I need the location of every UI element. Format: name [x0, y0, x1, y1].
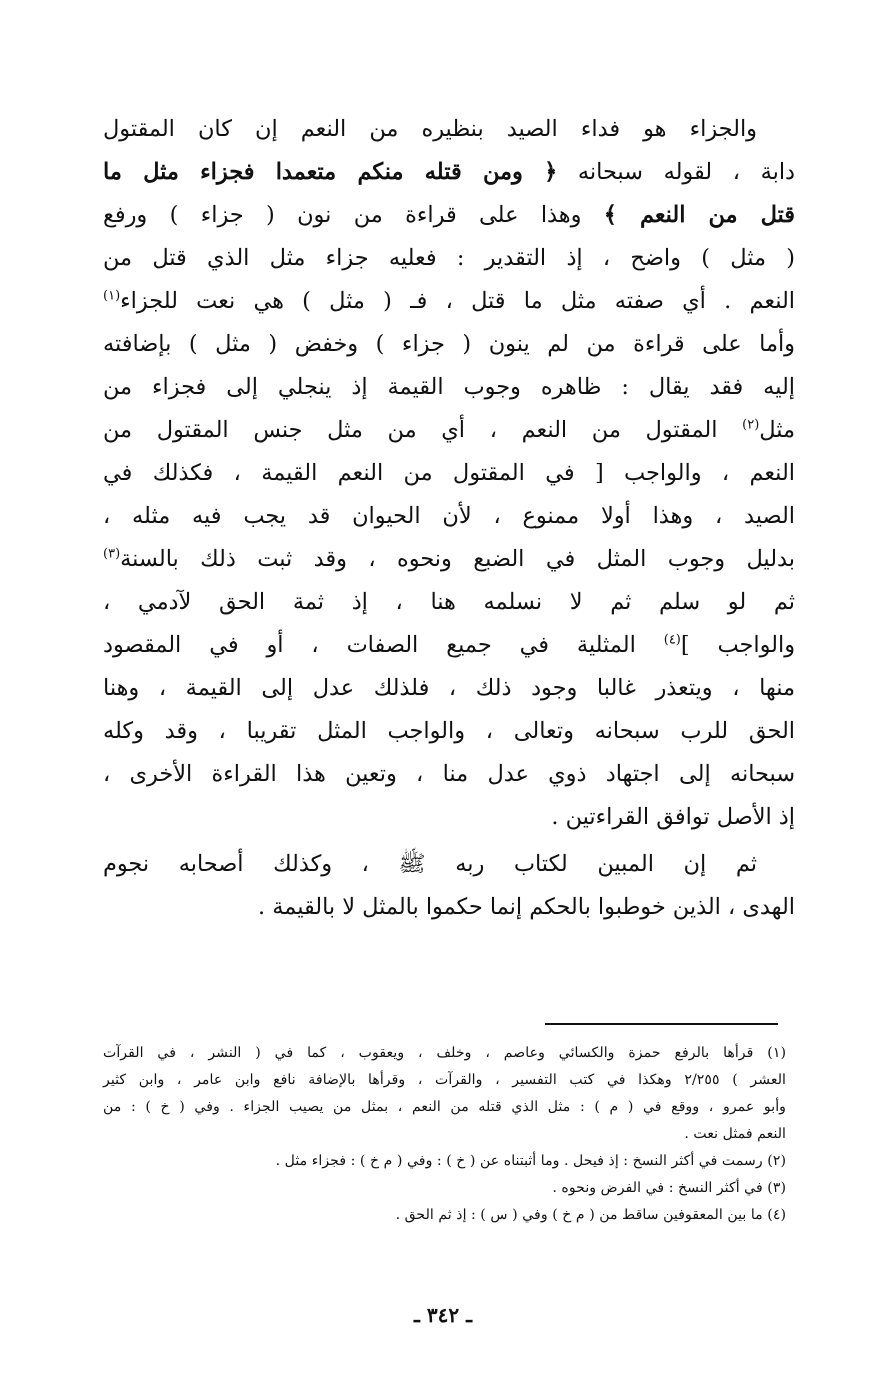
- text-line: والواجب ]$^{(٤)}$ المثلية في جميع الصفات ، أو في المقصود: [103, 632, 796, 658]
- quran-verse: قتل من النعم ﴾: [603, 202, 795, 228]
- footnote-line: النعم فمثل نعت .: [684, 1126, 786, 1142]
- footnote-line: وأبو عمرو ، ووقع في ( م ) : مثل الذي قتله من النعم ، بمثل من يصيب الجزاء . وفي ( خ ) : من: [103, 1099, 786, 1115]
- text-line: إليه فقد يقال : ظاهره وجوب القيمة إذ ينجلي إلى فجزاء من: [103, 374, 795, 400]
- footnote-line: (٣) في أكثر النسخ : في الفرض ونحوه .: [552, 1180, 786, 1196]
- text-line: الصيد ، وهذا أولا ممنوع ، لأن الحيوان قد يجب فيه مثله ،: [103, 503, 795, 529]
- text-line: إذ الأصل توافق القراءتين .: [551, 804, 795, 830]
- footnote-ref: (١): [103, 288, 121, 304]
- footnote-ref: (٣): [103, 546, 121, 562]
- text-line: منها ، ويتعذر غالبا وجود ذلك ، فلذلك عدل إلى القيمة ، وهنا: [103, 675, 795, 701]
- footnote-3: [103, 1175, 786, 1202]
- footnote-ref: (٢): [742, 417, 760, 433]
- page-number: ـ ٣٤٢ ـ: [414, 1303, 472, 1327]
- footnote-line: العشر ) ٢/٢٥٥ وهكذا في كتب التفسير ، والقرآت ، وقرأها بالإضافة نافع وابن عامر ، وابن كثير: [103, 1072, 786, 1088]
- quran-verse: ﴿ ومن قتله منكم متعمدا فجزاء مثل ما: [103, 159, 558, 185]
- main-text: [103, 108, 795, 929]
- text-line: وأما على قراءة من لم ينون ( جزاء ) وخفض ( مثل ) بإضافته: [103, 331, 795, 357]
- text-line: ( مثل ) واضح ، إذ التقدير : فعليه جزاء مثل الذي قتل من: [103, 245, 795, 271]
- footnote-1: [103, 1040, 786, 1148]
- text-line: النعم . أي صفته مثل ما قتل ، فـ ( مثل ) هي نعت للجزاء$^{(١)}$: [103, 288, 795, 314]
- text-line: ثم إن المبين لكتاب ربه ﷺ ، وكذلك أصحابه نجوم: [103, 851, 757, 877]
- footnote-4: [103, 1202, 786, 1229]
- text-line: بدليل وجوب المثل في الضبع ونحوه ، وقد ثبت ذلك بالسنة$^{(٣)}$: [103, 546, 795, 572]
- text-line: دابة ، لقوله سبحانه ﴿ ومن قتله منكم متعمدا فجزاء مثل ما: [103, 159, 796, 185]
- paragraph-1: [103, 108, 795, 839]
- text-line: الهدى ، الذين خوطبوا بالحكم إنما حكموا بالمثل لا بالقيمة .: [258, 894, 795, 920]
- footnote-ref: (٤): [663, 632, 681, 648]
- text-line: الحق للرب سبحانه وتعالى ، والواجب المثل تقريبا ، وقد وكله: [103, 718, 795, 744]
- footnote-line: (١) قرأها بالرفع حمزة والكسائي وعاصم ، وخلف ، ويعقوب ، كما في ( النشر ، في القرآت: [103, 1045, 786, 1061]
- text-line: قتل من النعم ﴾ وهذا على قراءة من نون ( جزاء ) ورفع: [103, 202, 795, 228]
- footnote-separator: [545, 1023, 778, 1025]
- footnote-line: (٤) ما بين المعقوفين ساقط من ( م خ ) وفي ( س ) : إذ ثم الحق .: [395, 1207, 786, 1223]
- footnotes: [103, 1040, 786, 1229]
- text-line: النعم ، والواجب [ في المقتول من النعم القيمة ، فكذلك في: [103, 460, 795, 486]
- footnote-2: [103, 1148, 786, 1175]
- footnote-line: (٢) رسمت في أكثر النسخ : إذ فيحل . وما أثبتناه عن ( خ ) : وفي ( م خ ) : فجزاء مثل .: [275, 1153, 786, 1169]
- paragraph-2: [103, 843, 795, 929]
- text-line: سبحانه إلى اجتهاد ذوي عدل منا ، وتعين هذا القراءة الأخرى ،: [103, 761, 795, 787]
- text-line: مثل$^{(٢)}$ المقتول من النعم ، أي من مثل جنس المقتول من: [103, 417, 796, 443]
- text-line: ثم لو سلم ثم لا نسلمه هنا ، إذ ثمة الحق لآدمي ،: [103, 589, 795, 615]
- text-line: والجزاء هو فداء الصيد بنظيره من النعم إن كان المقتول: [103, 116, 757, 142]
